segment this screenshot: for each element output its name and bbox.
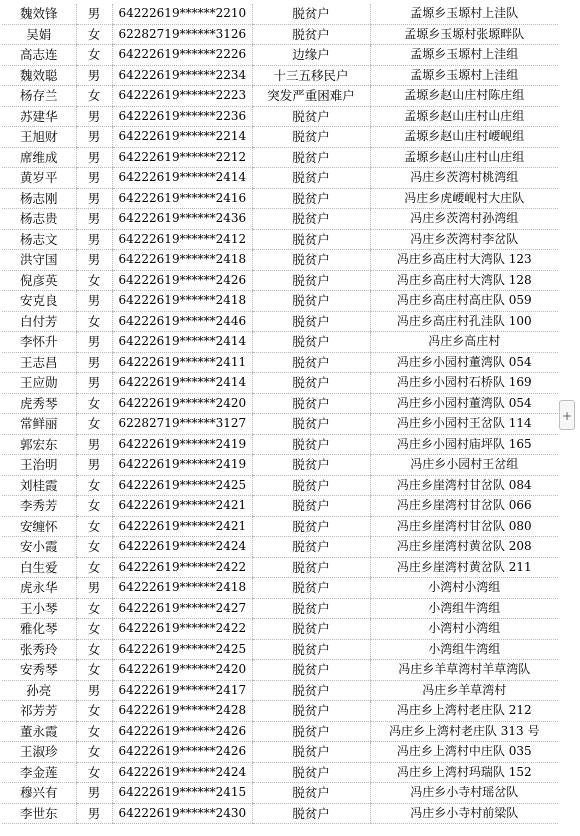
table-row	[2, 373, 558, 394]
table-row	[2, 598, 558, 619]
id-number-cell: 64222619******2412	[112, 229, 252, 250]
household-type-cell: 脱贫户	[252, 619, 370, 640]
table-row	[2, 660, 558, 681]
sex-cell: 女	[76, 270, 112, 291]
sex-cell: 女	[76, 742, 112, 763]
id-number-cell: 64222619******2427	[112, 598, 252, 619]
sex-cell: 男	[76, 680, 112, 701]
sex-cell: 女	[76, 393, 112, 414]
table-row	[2, 332, 558, 353]
sex-cell: 女	[76, 598, 112, 619]
address-cell: 孟塬乡赵山庄村崾岘组	[370, 127, 558, 148]
sex-cell: 男	[76, 783, 112, 804]
household-type-cell: 脱贫户	[252, 701, 370, 722]
address-cell: 冯庄乡小园村董湾队 054	[370, 393, 558, 414]
address-cell: 冯庄乡高庄村孔洼队 100	[370, 311, 558, 332]
table-row	[2, 65, 558, 86]
table-row	[2, 106, 558, 127]
table-row	[2, 434, 558, 455]
table-row	[2, 557, 558, 578]
household-type-cell: 脱贫户	[252, 742, 370, 763]
address-cell: 冯庄乡小园村庙坪队 165	[370, 434, 558, 455]
sex-cell: 男	[76, 250, 112, 271]
name-cell: 安缠怀	[2, 516, 76, 537]
household-type-cell: 脱贫户	[252, 147, 370, 168]
id-number-cell: 64222619******2426	[112, 270, 252, 291]
name-cell: 李金莲	[2, 762, 76, 783]
name-cell: 杨志文	[2, 229, 76, 250]
household-type-cell: 突发严重困难户	[252, 86, 370, 107]
id-number-cell: 64222619******2214	[112, 127, 252, 148]
name-cell: 吴娟	[2, 24, 76, 45]
id-number-cell: 62282719******3127	[112, 414, 252, 435]
address-cell: 冯庄乡崖湾村甘岔队 084	[370, 475, 558, 496]
name-cell: 安秀琴	[2, 660, 76, 681]
household-type-cell: 脱贫户	[252, 332, 370, 353]
household-type-cell: 脱贫户	[252, 537, 370, 558]
address-cell: 冯庄乡高庄村大湾队 128	[370, 270, 558, 291]
id-number-cell: 64222619******2226	[112, 45, 252, 66]
id-number-cell: 64222619******2210	[112, 4, 252, 24]
household-type-cell: 脱贫户	[252, 803, 370, 824]
household-type-cell: 脱贫户	[252, 434, 370, 455]
name-cell: 洪守国	[2, 250, 76, 271]
household-type-cell: 脱贫户	[252, 4, 370, 24]
sex-cell: 女	[76, 721, 112, 742]
table-row	[2, 270, 558, 291]
household-type-cell: 脱贫户	[252, 291, 370, 312]
household-type-cell: 脱贫户	[252, 106, 370, 127]
id-number-cell: 64222619******2425	[112, 639, 252, 660]
name-cell: 董永霞	[2, 721, 76, 742]
table-row	[2, 250, 558, 271]
id-number-cell: 64222619******2236	[112, 106, 252, 127]
sex-cell: 男	[76, 803, 112, 824]
household-type-cell: 脱贫户	[252, 475, 370, 496]
address-cell: 小湾组牛湾组	[370, 639, 558, 660]
address-cell: 孟塬乡玉塬村上洼队	[370, 4, 558, 24]
sex-cell: 女	[76, 475, 112, 496]
household-type-cell: 脱贫户	[252, 598, 370, 619]
address-cell: 孟塬乡玉塬村上洼组	[370, 65, 558, 86]
table-row	[2, 311, 558, 332]
name-cell: 李怀升	[2, 332, 76, 353]
household-type-cell: 脱贫户	[252, 414, 370, 435]
id-number-cell: 64222619******2234	[112, 65, 252, 86]
sex-cell: 女	[76, 557, 112, 578]
address-cell: 冯庄乡小园村石桥队 169	[370, 373, 558, 394]
sex-cell: 男	[76, 209, 112, 230]
sex-cell: 女	[76, 311, 112, 332]
sex-cell: 女	[76, 639, 112, 660]
id-number-cell: 64222619******2414	[112, 168, 252, 189]
sex-cell: 男	[76, 332, 112, 353]
sex-cell: 男	[76, 229, 112, 250]
household-type-cell: 脱贫户	[252, 209, 370, 230]
table-row	[2, 680, 558, 701]
address-cell: 冯庄乡羊草湾村羊草湾队	[370, 660, 558, 681]
id-number-cell: 64222619******2418	[112, 291, 252, 312]
address-cell: 冯庄乡上湾村老庄队 212	[370, 701, 558, 722]
table-row	[2, 4, 558, 24]
name-cell: 杨志贵	[2, 209, 76, 230]
address-cell: 冯庄乡高庄村大湾队 123	[370, 250, 558, 271]
name-cell: 虎秀琴	[2, 393, 76, 414]
name-cell: 安小霞	[2, 537, 76, 558]
table-row	[2, 24, 558, 45]
sex-cell: 女	[76, 701, 112, 722]
name-cell: 李秀芳	[2, 496, 76, 517]
id-number-cell: 64222619******2428	[112, 701, 252, 722]
sex-cell: 男	[76, 291, 112, 312]
address-cell: 冯庄乡上湾村玛瑞队 152	[370, 762, 558, 783]
name-cell: 刘桂霞	[2, 475, 76, 496]
household-type-cell: 脱贫户	[252, 373, 370, 394]
address-cell: 冯庄乡小园村王岔队 114	[370, 414, 558, 435]
id-number-cell: 64222619******2418	[112, 250, 252, 271]
sex-cell: 女	[76, 516, 112, 537]
table-row	[2, 639, 558, 660]
name-cell: 魏效聪	[2, 65, 76, 86]
sex-cell: 男	[76, 373, 112, 394]
address-cell: 孟塬乡玉塬村张塬畔队	[370, 24, 558, 45]
table-row	[2, 475, 558, 496]
household-type-cell: 脱贫户	[252, 762, 370, 783]
add-row-button[interactable]	[559, 400, 575, 430]
id-number-cell: 64222619******2418	[112, 578, 252, 599]
household-type-cell: 脱贫户	[252, 660, 370, 681]
name-cell: 黄岁平	[2, 168, 76, 189]
household-type-cell: 脱贫户	[252, 496, 370, 517]
table-row	[2, 701, 558, 722]
address-cell: 孟塬乡赵山庄村陈庄组	[370, 86, 558, 107]
address-cell: 孟塬乡玉塬村上洼组	[370, 45, 558, 66]
address-cell: 冯庄乡上湾村老庄队 313 号	[370, 721, 558, 742]
name-cell: 张秀玲	[2, 639, 76, 660]
sex-cell: 男	[76, 147, 112, 168]
household-type-cell: 脱贫户	[252, 311, 370, 332]
address-cell: 冯庄乡茨湾村李岔队	[370, 229, 558, 250]
table-row	[2, 516, 558, 537]
table-row	[2, 127, 558, 148]
table-row	[2, 352, 558, 373]
id-number-cell: 64222619******2422	[112, 619, 252, 640]
sex-cell: 男	[76, 434, 112, 455]
name-cell: 杨志刚	[2, 188, 76, 209]
id-number-cell: 64222619******2421	[112, 516, 252, 537]
household-type-cell: 脱贫户	[252, 639, 370, 660]
sex-cell: 女	[76, 414, 112, 435]
table-row	[2, 229, 558, 250]
address-cell: 冯庄乡高庄村高庄队 059	[370, 291, 558, 312]
address-cell: 小湾村小湾组	[370, 578, 558, 599]
name-cell: 苏建华	[2, 106, 76, 127]
address-cell: 冯庄乡高庄村	[370, 332, 558, 353]
sex-cell: 女	[76, 762, 112, 783]
table-body	[2, 4, 558, 824]
name-cell: 虎永华	[2, 578, 76, 599]
household-type-cell: 十三五移民户	[252, 65, 370, 86]
id-number-cell: 64222619******2446	[112, 311, 252, 332]
household-type-cell: 脱贫户	[252, 168, 370, 189]
name-cell: 席维成	[2, 147, 76, 168]
address-cell: 孟塬乡赵山庄村山庄组	[370, 106, 558, 127]
name-cell: 王小琴	[2, 598, 76, 619]
id-number-cell: 64222619******2421	[112, 496, 252, 517]
name-cell: 王应勋	[2, 373, 76, 394]
sex-cell: 女	[76, 660, 112, 681]
address-cell: 孟塬乡赵山庄村山庄组	[370, 147, 558, 168]
address-cell: 冯庄乡小寺村瑶岔队	[370, 783, 558, 804]
address-cell: 冯庄乡崖湾村甘岔队 080	[370, 516, 558, 537]
table-row	[2, 393, 558, 414]
table-row	[2, 803, 558, 824]
table-row	[2, 783, 558, 804]
sex-cell: 女	[76, 619, 112, 640]
table-row	[2, 762, 558, 783]
address-cell: 冯庄乡虎崾岘村大庄队	[370, 188, 558, 209]
table-row	[2, 537, 558, 558]
sex-cell: 男	[76, 578, 112, 599]
name-cell: 穆兴有	[2, 783, 76, 804]
sex-cell: 女	[76, 86, 112, 107]
household-type-cell: 脱贫户	[252, 455, 370, 476]
household-type-cell: 脱贫户	[252, 557, 370, 578]
sex-cell: 男	[76, 455, 112, 476]
id-number-cell: 64222619******2419	[112, 434, 252, 455]
table-row	[2, 147, 558, 168]
table-row	[2, 168, 558, 189]
household-type-cell: 脱贫户	[252, 721, 370, 742]
address-cell: 冯庄乡茨湾村孙湾组	[370, 209, 558, 230]
sex-cell: 男	[76, 188, 112, 209]
table-row	[2, 742, 558, 763]
sex-cell: 男	[76, 127, 112, 148]
table-row	[2, 619, 558, 640]
household-type-cell: 脱贫户	[252, 24, 370, 45]
table-row	[2, 45, 558, 66]
name-cell: 李世东	[2, 803, 76, 824]
name-cell: 王治明	[2, 455, 76, 476]
address-cell: 冯庄乡羊草湾村	[370, 680, 558, 701]
id-number-cell: 64222619******2212	[112, 147, 252, 168]
name-cell: 王旭财	[2, 127, 76, 148]
sex-cell: 男	[76, 352, 112, 373]
name-cell: 王志昌	[2, 352, 76, 373]
household-type-cell: 脱贫户	[252, 127, 370, 148]
sex-cell: 男	[76, 65, 112, 86]
household-type-cell: 脱贫户	[252, 783, 370, 804]
table-row	[2, 721, 558, 742]
household-type-cell: 脱贫户	[252, 229, 370, 250]
table-row	[2, 86, 558, 107]
address-cell: 冯庄乡崖湾村甘岔队 066	[370, 496, 558, 517]
name-cell: 倪彦英	[2, 270, 76, 291]
plus-icon: +	[561, 409, 573, 423]
id-number-cell: 64222619******2425	[112, 475, 252, 496]
name-cell: 魏效锋	[2, 4, 76, 24]
table-row	[2, 414, 558, 435]
id-number-cell: 64222619******2420	[112, 660, 252, 681]
sex-cell: 男	[76, 106, 112, 127]
id-number-cell: 64222619******2420	[112, 393, 252, 414]
id-number-cell: 64222619******2411	[112, 352, 252, 373]
table-row	[2, 291, 558, 312]
household-type-cell: 脱贫户	[252, 516, 370, 537]
name-cell: 高志连	[2, 45, 76, 66]
table-row	[2, 188, 558, 209]
table-row	[2, 455, 558, 476]
address-cell: 小湾组牛湾组	[370, 598, 558, 619]
sex-cell: 女	[76, 496, 112, 517]
address-cell: 冯庄乡崖湾村黄岔队 208	[370, 537, 558, 558]
table-row	[2, 496, 558, 517]
id-number-cell: 64222619******2414	[112, 332, 252, 353]
id-number-cell: 64222619******2415	[112, 783, 252, 804]
household-type-cell: 脱贫户	[252, 188, 370, 209]
id-number-cell: 64222619******2414	[112, 373, 252, 394]
id-number-cell: 64222619******2416	[112, 188, 252, 209]
name-cell: 郭宏东	[2, 434, 76, 455]
id-number-cell: 64222619******2430	[112, 803, 252, 824]
id-number-cell: 64222619******2422	[112, 557, 252, 578]
household-table	[2, 4, 558, 824]
household-type-cell: 脱贫户	[252, 352, 370, 373]
name-cell: 安克良	[2, 291, 76, 312]
name-cell: 孙亮	[2, 680, 76, 701]
table-row	[2, 209, 558, 230]
sex-cell: 女	[76, 537, 112, 558]
id-number-cell: 64222619******2417	[112, 680, 252, 701]
address-cell: 小湾村小湾组	[370, 619, 558, 640]
sex-cell: 女	[76, 24, 112, 45]
id-number-cell: 64222619******2223	[112, 86, 252, 107]
name-cell: 白生爱	[2, 557, 76, 578]
address-cell: 冯庄乡小园村董湾队 054	[370, 352, 558, 373]
name-cell: 雅化琴	[2, 619, 76, 640]
sex-cell: 男	[76, 4, 112, 24]
name-cell: 白付芳	[2, 311, 76, 332]
name-cell: 王淑珍	[2, 742, 76, 763]
id-number-cell: 64222619******2426	[112, 742, 252, 763]
id-number-cell: 64222619******2424	[112, 537, 252, 558]
address-cell: 冯庄乡茨湾村桃湾组	[370, 168, 558, 189]
name-cell: 杨存兰	[2, 86, 76, 107]
household-type-cell: 脱贫户	[252, 680, 370, 701]
name-cell: 常鲜丽	[2, 414, 76, 435]
household-type-cell: 边缘户	[252, 45, 370, 66]
household-type-cell: 脱贫户	[252, 270, 370, 291]
address-cell: 冯庄乡崖湾村黄岔队 211	[370, 557, 558, 578]
id-number-cell: 64222619******2436	[112, 209, 252, 230]
id-number-cell: 62282719******3126	[112, 24, 252, 45]
address-cell: 冯庄乡小园村王岔组	[370, 455, 558, 476]
address-cell: 冯庄乡小寺村前梁队	[370, 803, 558, 824]
table-row	[2, 578, 558, 599]
id-number-cell: 64222619******2426	[112, 721, 252, 742]
id-number-cell: 64222619******2419	[112, 455, 252, 476]
id-number-cell: 64222619******2424	[112, 762, 252, 783]
household-type-cell: 脱贫户	[252, 393, 370, 414]
address-cell: 冯庄乡上湾村中庄队 035	[370, 742, 558, 763]
household-type-cell: 脱贫户	[252, 578, 370, 599]
sex-cell: 男	[76, 168, 112, 189]
household-type-cell: 脱贫户	[252, 250, 370, 271]
sex-cell: 女	[76, 45, 112, 66]
name-cell: 祁芳芳	[2, 701, 76, 722]
